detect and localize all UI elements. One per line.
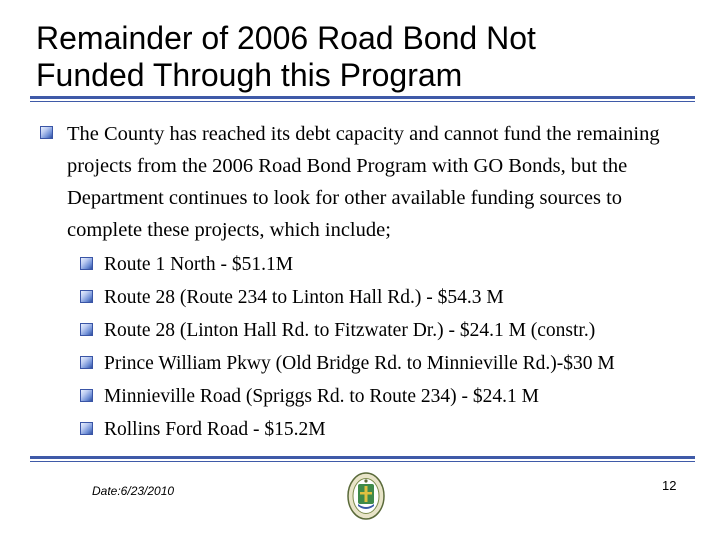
project-text: Route 1 North - $51.1M — [104, 254, 294, 275]
title-divider-thick — [30, 96, 695, 99]
project-text: Prince William Pkwy (Old Bridge Rd. to Minnieville Rd.)-$30 M — [104, 353, 615, 374]
square-bullet-icon — [80, 422, 93, 435]
project-text: Route 28 (Linton Hall Rd. to Fitzwater Dr.) - $24.1 M (constr.) — [104, 320, 596, 341]
square-bullet-icon — [80, 389, 93, 402]
project-text: Route 28 (Route 234 to Linton Hall Rd.) - $54.3 M — [104, 287, 504, 308]
title-line-1: Remainder of 2006 Road Bond Not — [36, 20, 536, 56]
list-item — [80, 382, 710, 415]
square-bullet-icon — [80, 257, 93, 270]
title-line-2: Funded Through this Program — [36, 57, 463, 93]
footer-date: Date:6/23/2010 — [92, 484, 175, 498]
project-text: Minnieville Road (Spriggs Rd. to Route 234) - $24.1 M — [104, 386, 539, 407]
square-bullet-icon — [80, 356, 93, 369]
footer-divider-thin — [30, 461, 695, 462]
square-bullet-icon — [80, 323, 93, 336]
list-item — [80, 250, 710, 283]
intro-paragraph — [40, 118, 690, 246]
project-list — [80, 250, 710, 448]
title-divider-thin — [30, 101, 695, 102]
slide-title — [36, 20, 696, 94]
footer-divider-thick — [30, 456, 695, 459]
list-item — [80, 316, 710, 349]
intro-text: The County has reached its debt capacity and cannot fund the remaining projects from the 2006 Road Bond Program with GO Bonds, but the Department continues to look for other available funding sources to complete these projects, which include; — [67, 123, 660, 241]
square-bullet-icon — [80, 290, 93, 303]
square-bullet-icon — [40, 126, 53, 139]
project-text: Rollins Ford Road - $15.2M — [104, 419, 326, 440]
list-item — [80, 349, 710, 382]
page-number: 12 — [662, 478, 677, 493]
county-seal-icon — [347, 472, 385, 520]
list-item — [80, 415, 710, 448]
list-item — [80, 283, 710, 316]
